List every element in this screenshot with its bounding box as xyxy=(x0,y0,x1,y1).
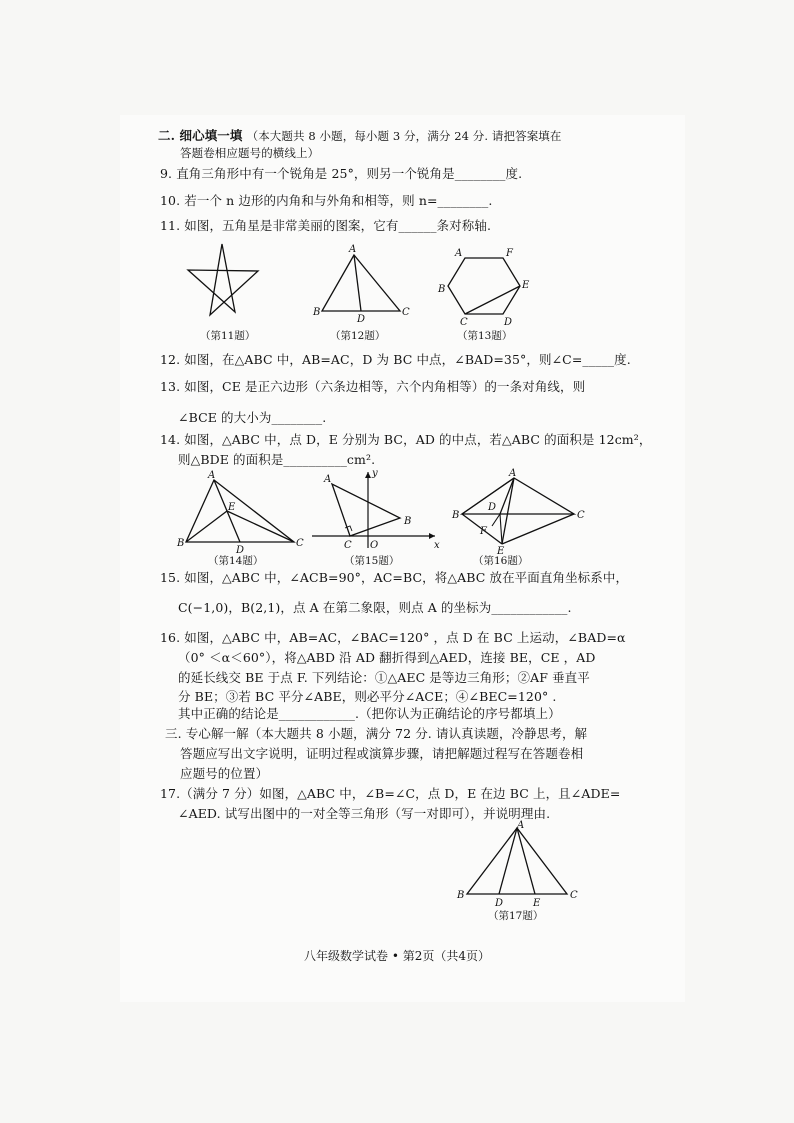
label-e: E xyxy=(522,280,530,291)
label-f: F xyxy=(480,526,487,537)
label-f: F xyxy=(506,248,513,259)
star-outline xyxy=(188,244,258,315)
question-10: 10. 若一个 n 边形的内角和与外角和相等，则 n=________. xyxy=(160,193,493,208)
segment-ae xyxy=(517,828,535,894)
section3-line3: 应题号的位置） xyxy=(180,766,269,781)
question-9: 9. 直角三角形中有一个锐角是 25°，则另一个锐角是________度. xyxy=(160,166,523,181)
segment-ad xyxy=(354,255,361,311)
page-footer: 八年级数学试卷 • 第2页（共4页） xyxy=(304,949,490,963)
label-d: D xyxy=(495,898,504,909)
triangle-abc xyxy=(186,480,294,542)
label-c: C xyxy=(296,538,304,549)
label-a: A xyxy=(349,244,357,255)
label-d: D xyxy=(504,317,513,328)
label-o: O xyxy=(370,540,379,551)
question-16-line1: 16. 如图，△ABC 中，AB=AC，∠BAC=120° ，点 D 在 BC 上运动，∠BAD=α xyxy=(160,630,626,645)
label-b: B xyxy=(438,284,446,295)
label-a: A xyxy=(324,474,332,485)
section3-line2: 答题应写出文字说明，证明过程或演算步骤，请把解题过程写在答题卷相 xyxy=(180,746,584,761)
question-14-line2: 则△BDE 的面积是__________cm². xyxy=(178,452,376,467)
label-b: B xyxy=(452,510,460,521)
question-17-line2: ∠AED. 试写出图中的一对全等三角形（写一对即可），并说明理由. xyxy=(178,806,551,821)
y-axis-arrow xyxy=(365,472,371,478)
label-e: E xyxy=(497,546,505,557)
question-16-line3: 的延长线交 BE 于点 F. 下列结论：①△AEC 是等边三角形；②AF 垂直平 xyxy=(178,670,590,685)
label-y: y xyxy=(372,468,378,479)
question-13-line1: 13. 如图，CE 是正六边形（六条边相等，六个内角相等）的一条对角线，则 xyxy=(160,379,586,394)
section2-title-line xyxy=(158,128,562,144)
figure-17-triangle xyxy=(455,822,585,916)
caption-fig11: （第11题） xyxy=(200,330,256,342)
section2-note: （本大题共 8 小题，每小题 3 分，满分 24 分. 请把答案填在 xyxy=(246,129,562,143)
figure-15-coordinate-plane xyxy=(310,468,445,557)
question-17-line1: 17.（满分 7 分）如图，△ABC 中，∠B=∠C，点 D，E 在边 BC 上，且∠ADE= xyxy=(160,786,621,801)
question-16-line2: （0° ＜α＜60°），将△ABD 沿 AD 翻折得到△AED，连接 BE，CE ，AD xyxy=(178,650,596,665)
label-a: A xyxy=(509,468,517,479)
section2-heading: 二. 细心填一填 xyxy=(158,128,243,143)
segment-df xyxy=(492,514,500,526)
segment-ad xyxy=(499,828,517,894)
label-e: E xyxy=(533,898,541,909)
hexagon xyxy=(448,258,520,314)
label-d: D xyxy=(357,314,366,325)
triangle-abc xyxy=(322,255,400,311)
question-15-line2: C(−1,0)，B(2,1)，点 A 在第二象限，则点 A 的坐标为____________. xyxy=(178,600,572,615)
star-diagram xyxy=(180,240,280,330)
triangle-abc xyxy=(332,484,400,536)
triangle-abc xyxy=(462,478,574,514)
question-11: 11. 如图，五角星是非常美丽的图案，它有______条对称轴. xyxy=(160,218,492,233)
segment-be xyxy=(186,511,227,542)
label-d: D xyxy=(488,502,497,513)
section3-line1: 三. 专心解一解（本大题共 8 小题，满分 72 分. 请认真读题，冷静思考，解 xyxy=(165,726,588,741)
figure-16-diagram xyxy=(450,470,590,559)
label-b: B xyxy=(404,516,412,527)
label-a: A xyxy=(455,248,463,259)
question-13-line2: ∠BCE 的大小为________. xyxy=(178,410,327,425)
segment-ed xyxy=(500,514,502,544)
label-c: C xyxy=(570,890,578,901)
label-x: x xyxy=(434,540,440,551)
label-b: B xyxy=(177,538,185,549)
section2-note-2: 答题卷相应题号的横线上） xyxy=(180,146,320,160)
figure-13-hexagon xyxy=(440,248,540,332)
caption-fig15: （第15题） xyxy=(344,555,400,567)
caption-fig16: （第16题） xyxy=(473,555,529,567)
question-16-line4: 分 BE；③若 BC 平分∠ABE，则必平分∠ACE；④∠BEC=120° . xyxy=(178,689,557,704)
label-d: D xyxy=(236,545,245,556)
figure-11-star xyxy=(180,240,280,334)
label-c: C xyxy=(577,510,585,521)
caption-fig12: （第12题） xyxy=(330,330,386,342)
x-axis-arrow xyxy=(429,533,435,539)
label-c: C xyxy=(402,307,410,318)
segment-ec xyxy=(502,514,574,544)
question-12: 12. 如图，在△ABC 中，AB=AC，D 为 BC 中点，∠BAD=35°，则∠C=_____度. xyxy=(160,352,631,367)
label-b: B xyxy=(457,890,465,901)
caption-fig17: （第17题） xyxy=(488,910,544,922)
figure-12-triangle xyxy=(312,245,412,329)
label-a: A xyxy=(517,820,525,831)
label-e: E xyxy=(228,502,236,513)
figure-14-triangle xyxy=(176,470,306,559)
label-b: B xyxy=(313,307,321,318)
segment-ae xyxy=(502,478,514,544)
triangle-abc xyxy=(467,828,567,894)
question-14-line1: 14. 如图，△ABC 中，点 D，E 分别为 BC，AD 的中点，若△ABC 的面积是 12cm²， xyxy=(160,432,652,447)
label-a: A xyxy=(208,470,216,481)
label-c: C xyxy=(460,317,468,328)
question-16-line5: 其中正确的结论是____________.（把你认为正确结论的序号都填上） xyxy=(178,706,561,721)
label-c: C xyxy=(344,540,352,551)
caption-fig13: （第13题） xyxy=(457,330,513,342)
caption-fig14: （第14题） xyxy=(208,555,264,567)
question-15-line1: 15. 如图，△ABC 中，∠ACB=90°，AC=BC，将△ABC 放在平面直角坐标系中， xyxy=(160,570,629,585)
